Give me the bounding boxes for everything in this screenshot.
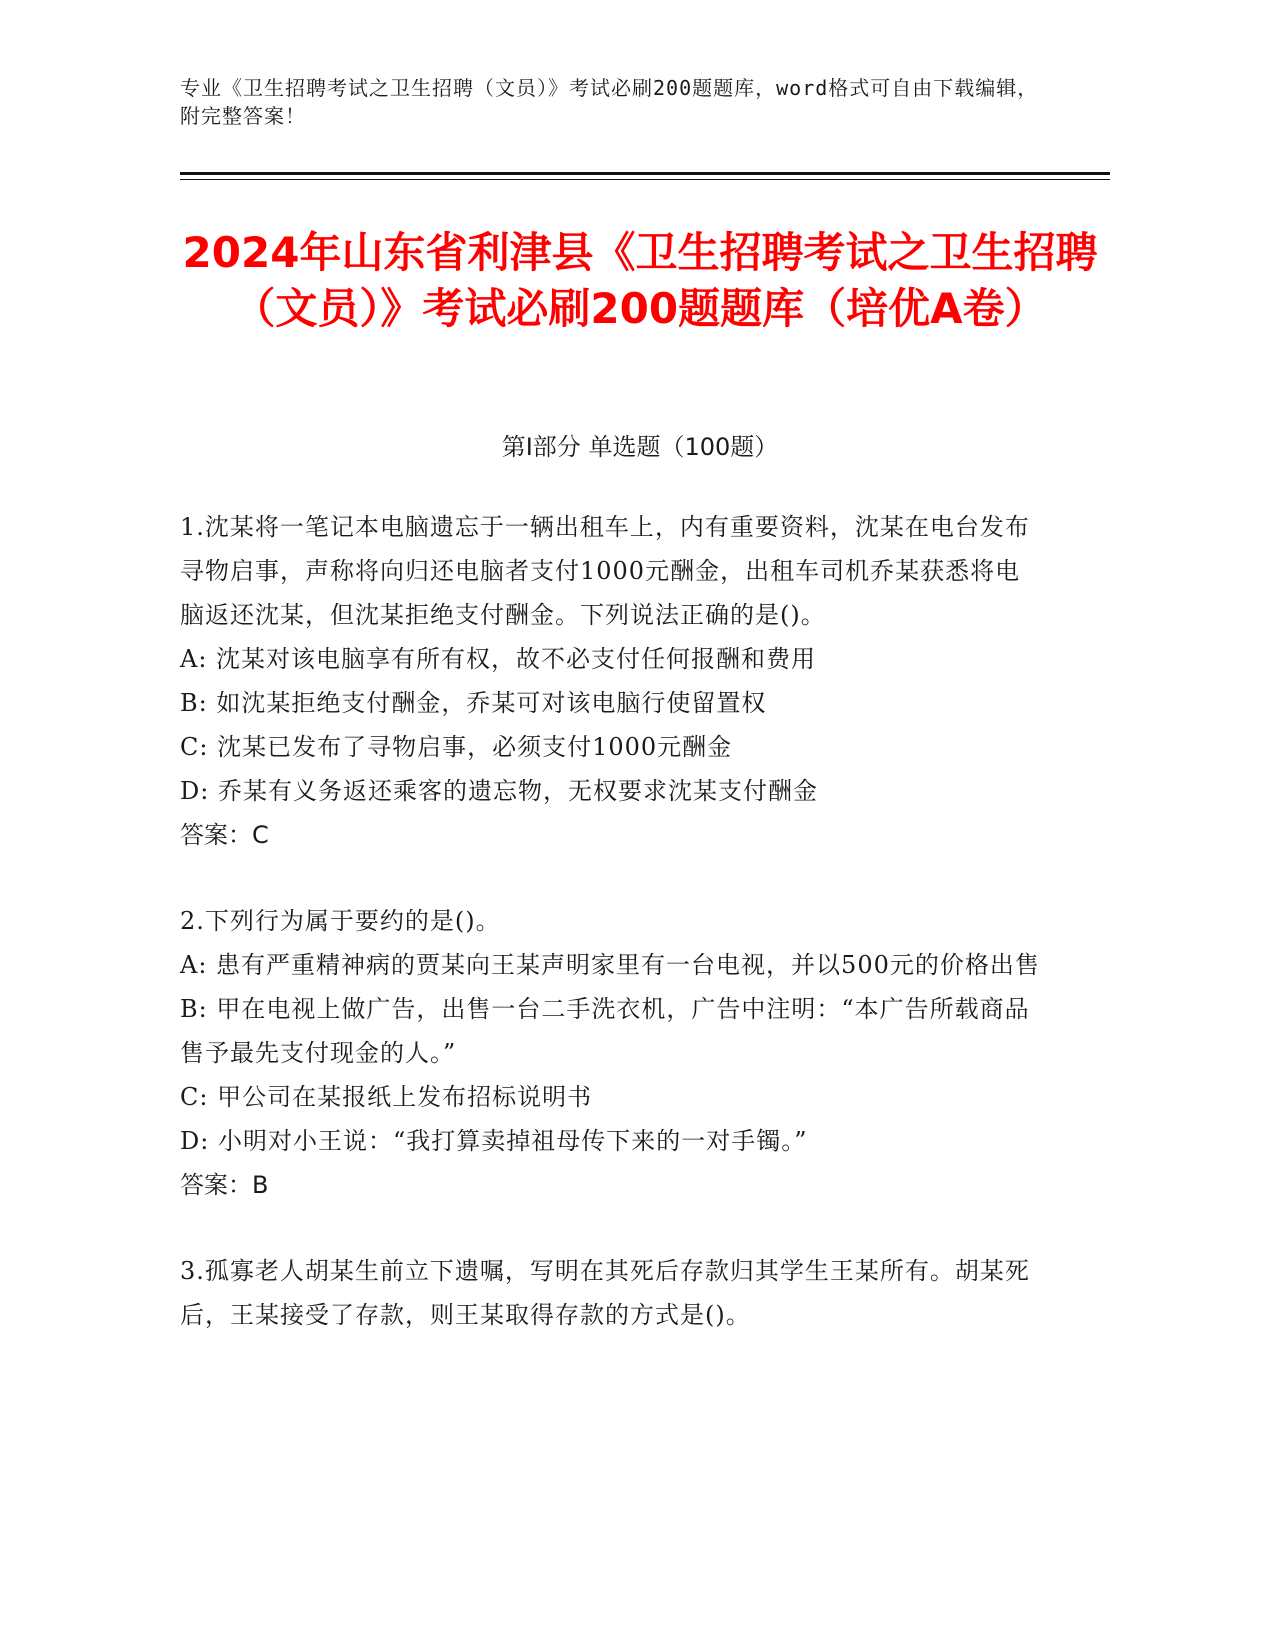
question-item bbox=[180, 899, 1040, 1207]
question-item bbox=[180, 1249, 1040, 1337]
question-option: A: 患有严重精神病的贾某向王某声明家里有一台电视，并以500元的价格出售 bbox=[180, 951, 1040, 979]
question-option: C: 沈某已发布了寻物启事，必须支付1000元酬金 bbox=[180, 733, 733, 761]
document-title: 2024年山东省利津县《卫生招聘考试之卫生招聘（文员）》考试必刷200题题库（培优A卷） bbox=[182, 228, 1098, 333]
header-note: 专业《卫生招聘考试之卫生招聘（文员）》考试必刷200题题库，word格式可自由下载编辑，附完整答案！ bbox=[180, 76, 1039, 128]
header-divider-thick bbox=[180, 172, 1110, 175]
question-list bbox=[180, 505, 1040, 1379]
question-stem: 1.沈某将一笔记本电脑遗忘于一辆出租车上，内有重要资料，沈某在电台发布寻物启事，声称将向归还电脑者支付1000元酬金，出租车司机乔某获悉将电脑返还沈某，但沈某拒绝支付酬金。下列说法正确的是()。 bbox=[180, 513, 1030, 629]
question-option: B: 甲在电视上做广告，出售一台二手洗衣机，广告中注明：“本广告所载商品售予最先支付现金的人。” bbox=[180, 995, 1030, 1067]
question-option: A: 沈某对该电脑享有所有权，故不必支付任何报酬和费用 bbox=[180, 645, 817, 673]
question-option: D: 乔某有义务返还乘客的遗忘物，无权要求沈某支付酬金 bbox=[180, 777, 818, 805]
question-item bbox=[180, 505, 1040, 857]
section-heading: 第Ⅰ部分 单选题（100题） bbox=[501, 433, 779, 461]
header-divider-thin bbox=[180, 179, 1110, 180]
question-stem: 3.孤寡老人胡某生前立下遗嘱，写明在其死后存款归其学生王某所有。胡某死后，王某接受了存款，则王某取得存款的方式是()。 bbox=[180, 1257, 1030, 1329]
question-answer: 答案：B bbox=[180, 1171, 269, 1199]
question-option: C: 甲公司在某报纸上发布招标说明书 bbox=[180, 1083, 593, 1111]
question-option: B: 如沈某拒绝支付酬金，乔某可对该电脑行使留置权 bbox=[180, 689, 767, 717]
question-option: D: 小明对小王说：“我打算卖掉祖母传下来的一对手镯。” bbox=[180, 1127, 808, 1155]
question-stem: 2.下列行为属于要约的是()。 bbox=[180, 907, 501, 935]
question-answer: 答案：C bbox=[180, 821, 269, 849]
